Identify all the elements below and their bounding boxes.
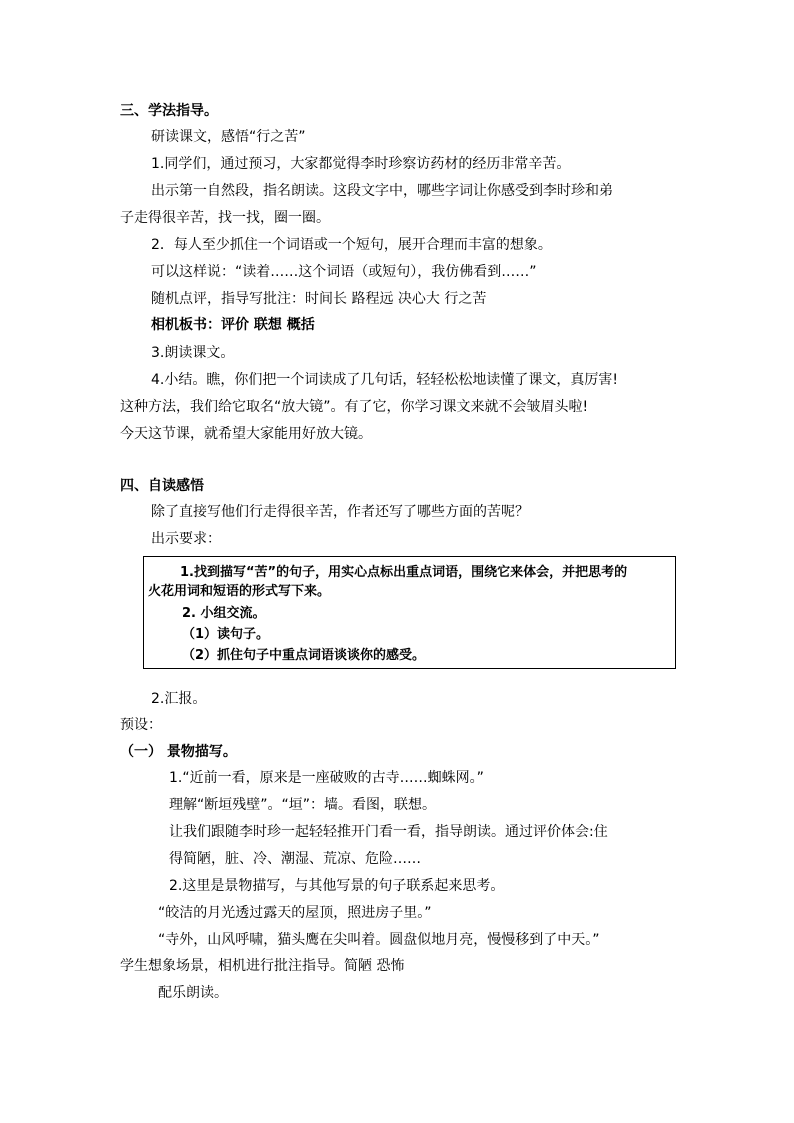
paragraph: 除了直接写他们行走得很辛苦，作者还写了哪些方面的苦呢？ xyxy=(151,504,529,520)
paragraph: 预设： xyxy=(120,717,162,733)
paragraph: 这种方法，我们给它取名“放大镜”。有了它，你学习课文来就不会皱眉头啦! xyxy=(120,399,589,415)
paragraph: 配乐朗读。 xyxy=(158,985,228,1001)
paragraph: 4.小结。瞧，你们把一个词读成了几句话，轻轻松松地读懂了课文，真厉害! xyxy=(151,372,618,388)
paragraph: 2．每人至少抓住一个词语或一个短句，展开合理而丰富的想象。 xyxy=(151,237,552,253)
paragraph: 得简陋，脏、冷、潮湿、荒凉、危险…… xyxy=(169,851,421,867)
paragraph: 子走得很辛苦，找一找，圈一圈。 xyxy=(120,210,330,226)
paragraph: 随机点评，指导写批注：时间长 路程远 决心大 行之苦 xyxy=(151,291,487,307)
paragraph: 2.汇报。 xyxy=(151,691,207,707)
paragraph: 2.这里是景物描写，与其他写景的句子联系起来思考。 xyxy=(169,878,505,894)
requirement-line: 2. 小组交流。 xyxy=(182,606,266,621)
section-4-heading: 四、自读感悟 xyxy=(120,478,204,494)
paragraph: 今天这节课，就希望大家能用好放大镜。 xyxy=(120,426,372,442)
requirement-line: （1）读句子。 xyxy=(182,627,270,642)
paragraph: 让我们跟随李时珍一起轻轻推开门看一看，指导朗读。通过评价体会:住 xyxy=(169,824,608,840)
paragraph: 出示第一自然段，指名朗读。这段文字中，哪些字词让你感受到李时珍和弟 xyxy=(151,183,613,199)
subheading: （一） 景物描写。 xyxy=(120,744,237,760)
paragraph: 可以这样说：“读着……这个词语（或短句），我仿佛看到……” xyxy=(151,264,537,280)
requirement-line: 火花用词和短语的形式写下来。 xyxy=(148,584,331,599)
paragraph: 学生想象场景，相机进行批注指导。简陋 恐怖 xyxy=(120,958,405,974)
paragraph: 3.朗读课文。 xyxy=(151,345,235,361)
section-3-heading: 三、学法指导。 xyxy=(120,103,218,119)
paragraph: 1.“近前一看，原来是一座破败的古寺……蜘蛛网。” xyxy=(169,770,484,786)
paragraph: “寺外，山风呼啸，猫头鹰在尖叫着。圆盘似地月亮，慢慢移到了中天。” xyxy=(158,932,600,948)
requirement-line: （2）抓住句子中重点词语谈谈你的感受。 xyxy=(182,648,426,663)
requirements-box xyxy=(143,556,676,669)
paragraph: “皎洁的月光透过露天的屋顶，照进房子里。” xyxy=(158,905,432,921)
paragraph: 理解“断垣残壁”。“垣”：墙。看图，联想。 xyxy=(169,797,437,813)
paragraph: 研读课文，感悟“行之苦” xyxy=(151,129,306,145)
board-notes: 相机板书：评价 联想 概括 xyxy=(151,317,315,333)
paragraph: 出示要求： xyxy=(151,531,221,547)
requirement-line: 1.找到描写“苦”的句子，用实心点标出重点词语，围绕它来体会，并把思考的 xyxy=(180,565,628,580)
paragraph: 1.同学们，通过预习，大家都觉得李时珍察访药材的经历非常辛苦。 xyxy=(151,156,571,172)
